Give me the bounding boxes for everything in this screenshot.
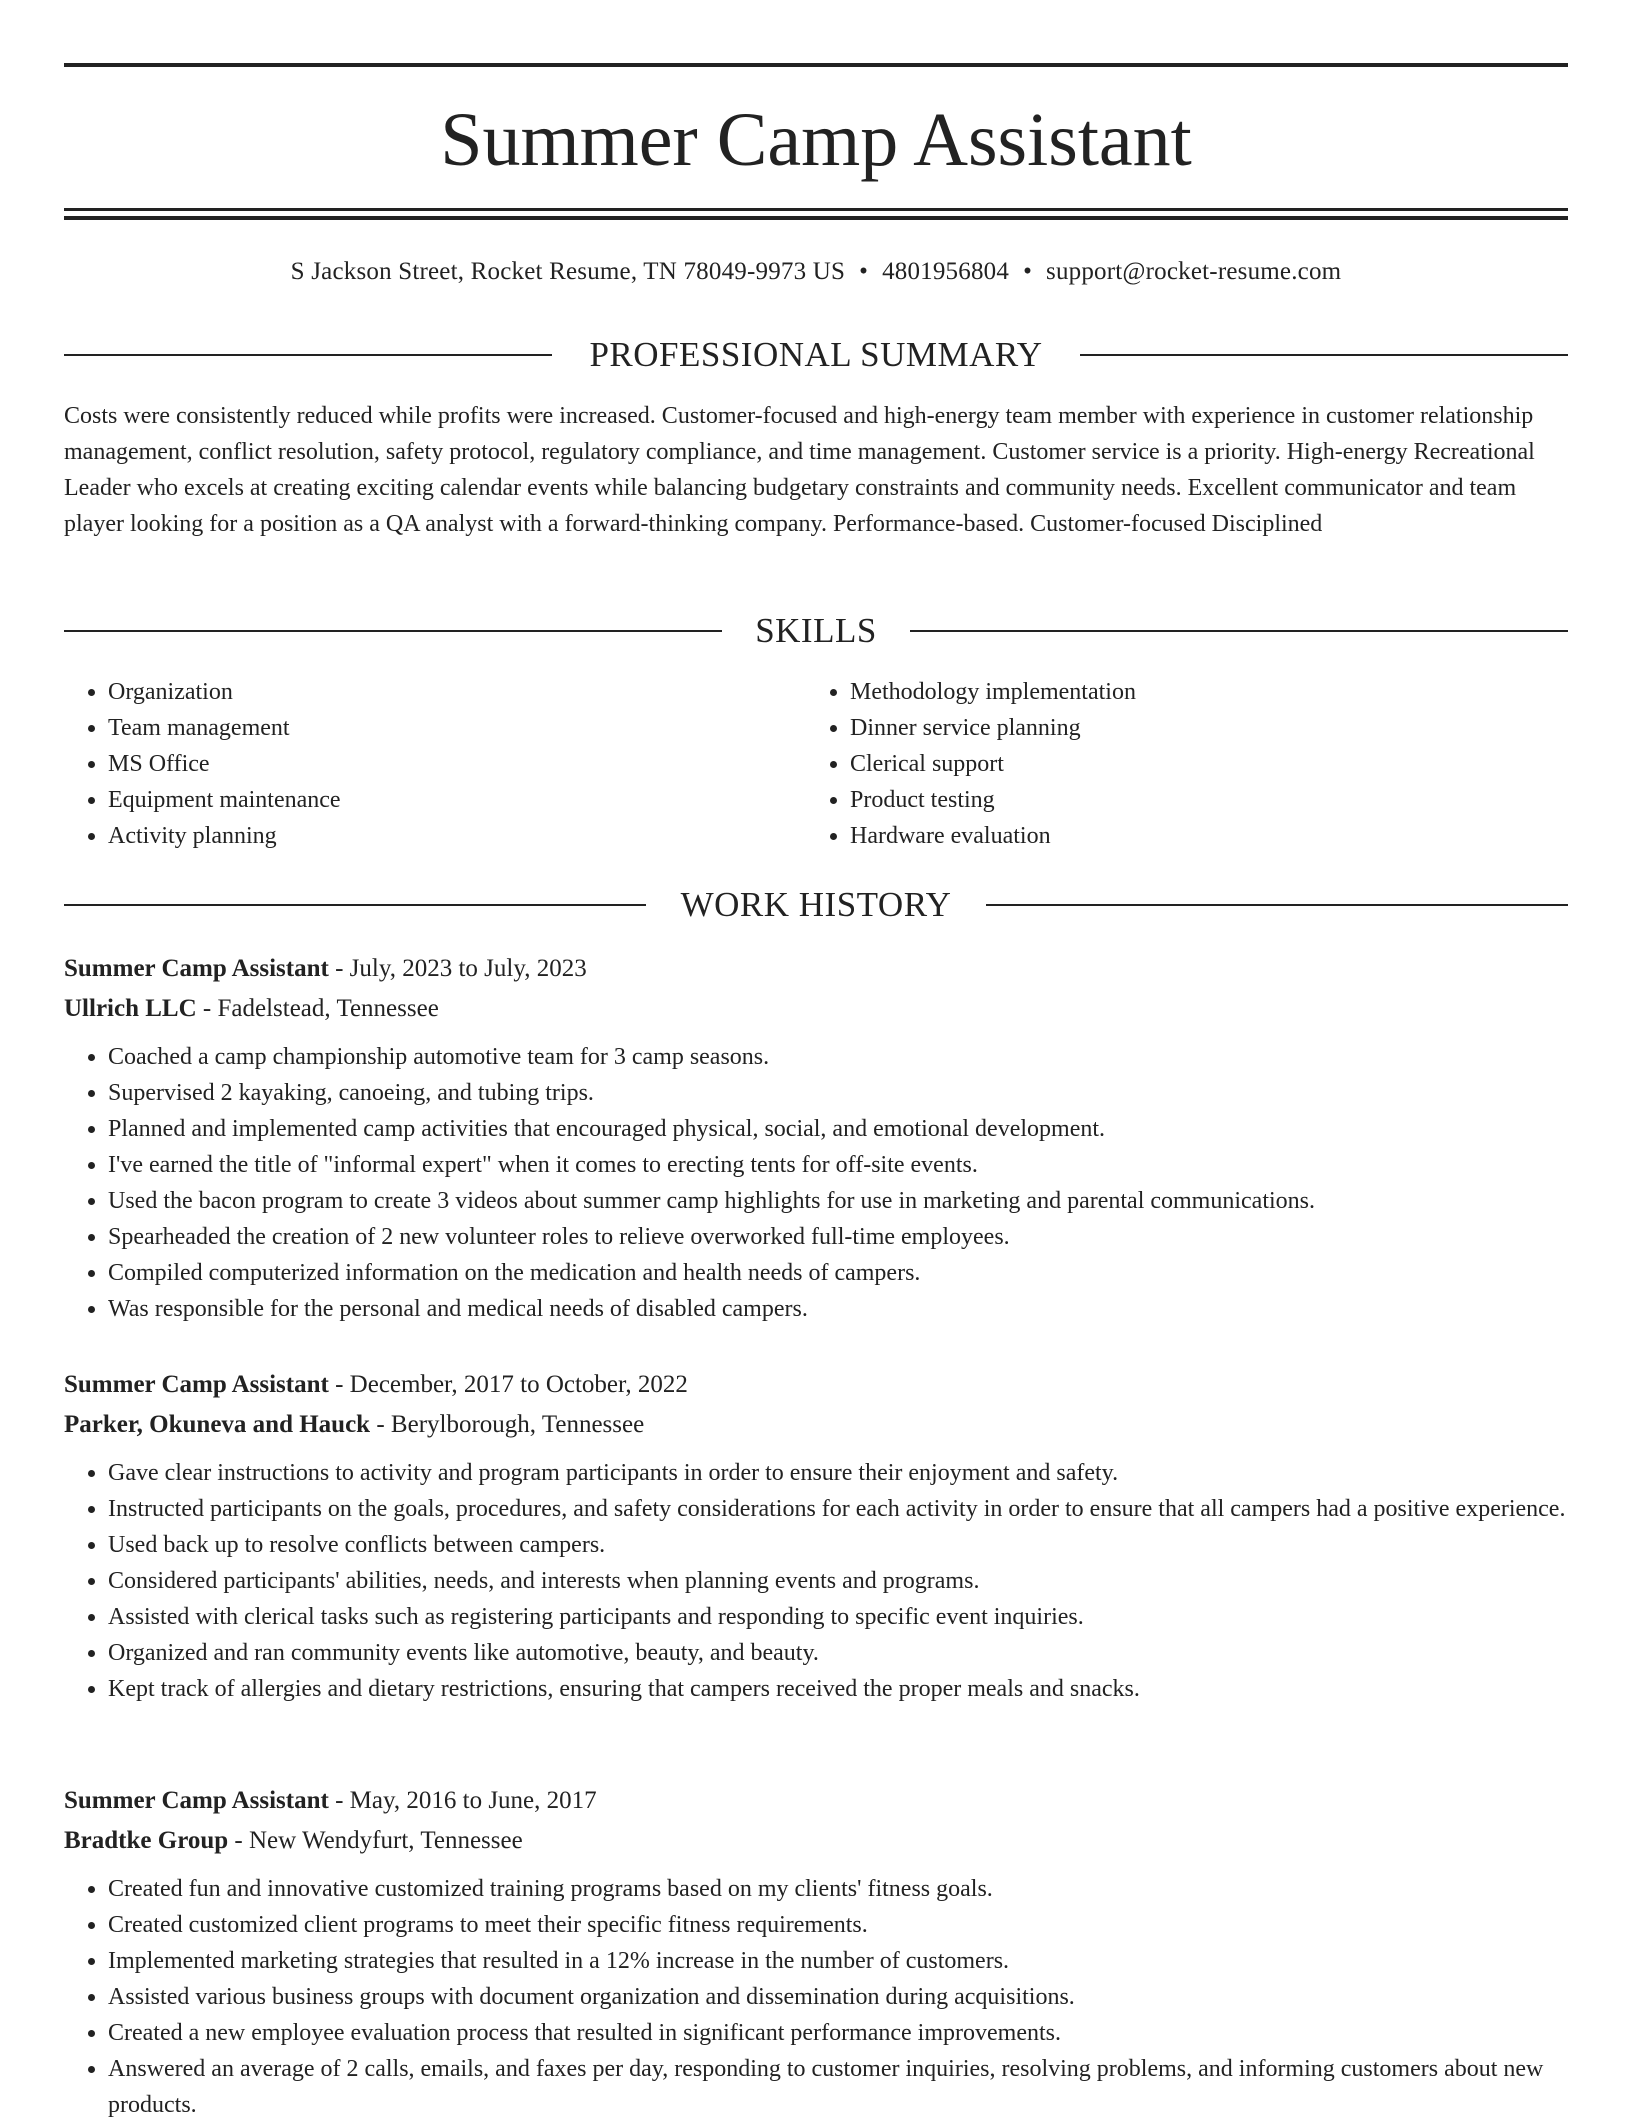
job-bullet: • Instructed participants on the goals, procedures, and safety considerations for each activity in order to ensure that all campers had a positive experience. [108, 1491, 1568, 1527]
job-bullet: • Gave clear instructions to activity and program participants in order to ensure their enjoyment and safety. [108, 1455, 1568, 1491]
skill-item: • Hardware evaluation [850, 818, 1548, 854]
job-title-line [64, 949, 1568, 989]
contact-line [64, 252, 1568, 292]
skill-item: • Product testing [850, 782, 1548, 818]
skill-item: • Methodology implementation [850, 674, 1548, 710]
section-title: WORK HISTORY [680, 885, 952, 924]
title-rule-upper [64, 208, 1568, 211]
job-bullet: • Organized and ran community events like automotive, beauty, and beauty. [108, 1635, 1568, 1671]
contact-email: support@rocket-resume.com [1046, 258, 1342, 285]
skill-item: • MS Office [108, 746, 806, 782]
summary-text: Costs were consistently reduced while profits were increased. Customer-focused and high-energy team member with experience in customer relationship management, conflict resolution, safety protocol, regulatory compliance, and time management. Customer service is a priority. High-energy Recreational Leader who excels at creating exciting calendar events while balancing budgetary constraints and community needs. Excellent communicator and team player looking for a position as a QA analyst with a forward-thinking company. Performance-based. Customer-focused Disciplined [64, 403, 1535, 537]
job-bullet: • Coached a camp championship automotive team for 3 camp seasons. [108, 1039, 1568, 1075]
job-bullet: • Supervised 2 kayaking, canoeing, and tubing trips. [108, 1075, 1568, 1111]
job-bullet: • Used back up to resolve conflicts between campers. [108, 1527, 1568, 1563]
job-company-line [64, 1405, 1568, 1445]
skill-item: • Dinner service planning [850, 710, 1548, 746]
top-rule [64, 63, 1568, 67]
job-bullet: • Assisted with clerical tasks such as registering participants and responding to specific event inquiries. [108, 1599, 1568, 1635]
job-location: - Berylborough, Tennessee [370, 1411, 645, 1438]
job-bullets [64, 1871, 1568, 2123]
skills-column-left [64, 674, 806, 854]
skill-item: • Clerical support [850, 746, 1548, 782]
job-bullet: • Created a new employee evaluation process that resulted in significant performance improvements. [108, 2015, 1568, 2051]
job-dates: - May, 2016 to June, 2017 [328, 1787, 597, 1814]
section-title: SKILLS [755, 611, 877, 650]
job-title-line [64, 1365, 1568, 1405]
job-bullet: • Spearheaded the creation of 2 new volunteer roles to relieve overworked full-time employees. [108, 1219, 1568, 1255]
job-bullet: • Created fun and innovative customized training programs based on my clients' fitness goals. [108, 1871, 1568, 1907]
job-bullet: • Compiled computerized information on the medication and health needs of campers. [108, 1255, 1568, 1291]
skill-item: • Equipment maintenance [108, 782, 806, 818]
job-title: Summer Camp Assistant [64, 1371, 329, 1398]
job-company-line [64, 1821, 1568, 1861]
job-dates: - December, 2017 to October, 2022 [328, 1371, 688, 1398]
job-location: - Fadelstead, Tennessee [196, 995, 439, 1022]
job-bullets [64, 1455, 1568, 1707]
job-company: Bradtke Group [64, 1827, 229, 1854]
job-bullet: • Kept track of allergies and dietary restrictions, ensuring that campers received the proper meals and snacks. [108, 1671, 1568, 1707]
skill-item: • Team management [108, 710, 806, 746]
contact-address: S Jackson Street, Rocket Resume, TN 78049-9973 US [290, 258, 846, 285]
job-bullets [64, 1039, 1568, 1327]
job-bullet: • Assisted various business groups with document organization and dissemination during acquisitions. [108, 1979, 1568, 2015]
job-bullet: • Created customized client programs to meet their specific fitness requirements. [108, 1907, 1568, 1943]
section-heading-work-history [64, 882, 1568, 928]
section-heading-skills [64, 608, 1568, 654]
job-bullet: • Implemented marketing strategies that resulted in a 12% increase in the number of customers. [108, 1943, 1568, 1979]
contact-separator: • [859, 258, 869, 285]
job-bullet: • Considered participants' abilities, needs, and interests when planning events and programs. [108, 1563, 1568, 1599]
job-title: Summer Camp Assistant [64, 1787, 329, 1814]
resume-title: Summer Camp Assistant [440, 98, 1192, 182]
section-heading-summary [64, 332, 1568, 378]
job-company-line [64, 989, 1568, 1029]
job-bullet: • Used the bacon program to create 3 videos about summer camp highlights for use in marketing and parental communications. [108, 1183, 1568, 1219]
job-bullet: • Answered an average of 2 calls, emails, and faxes per day, responding to customer inquiries, resolving problems, and informing customers about new products. [108, 2051, 1568, 2123]
contact-phone: 4801956804 [882, 258, 1010, 285]
job-company: Parker, Okuneva and Hauck [64, 1411, 371, 1438]
contact-separator: • [1023, 258, 1033, 285]
job-bullet: • Was responsible for the personal and medical needs of disabled campers. [108, 1291, 1568, 1327]
skill-item: • Activity planning [108, 818, 806, 854]
job-company: Ullrich LLC [64, 995, 197, 1022]
job-entry [64, 1781, 1568, 2123]
job-title: Summer Camp Assistant [64, 955, 329, 982]
title-rule-lower [64, 216, 1568, 220]
skill-item: • Organization [108, 674, 806, 710]
job-entry [64, 1365, 1568, 1707]
job-bullet: • I've earned the title of "informal expert" when it comes to erecting tents for off-site events. [108, 1147, 1568, 1183]
job-entry [64, 949, 1568, 1327]
job-title-line [64, 1781, 1568, 1821]
skills-column-right [806, 674, 1548, 854]
job-bullet: • Planned and implemented camp activities that encouraged physical, social, and emotional development. [108, 1111, 1568, 1147]
job-dates: - July, 2023 to July, 2023 [328, 955, 587, 982]
job-location: - New Wendyfurt, Tennessee [228, 1827, 523, 1854]
section-title: PROFESSIONAL SUMMARY [589, 335, 1043, 374]
skills-list [64, 674, 1568, 854]
